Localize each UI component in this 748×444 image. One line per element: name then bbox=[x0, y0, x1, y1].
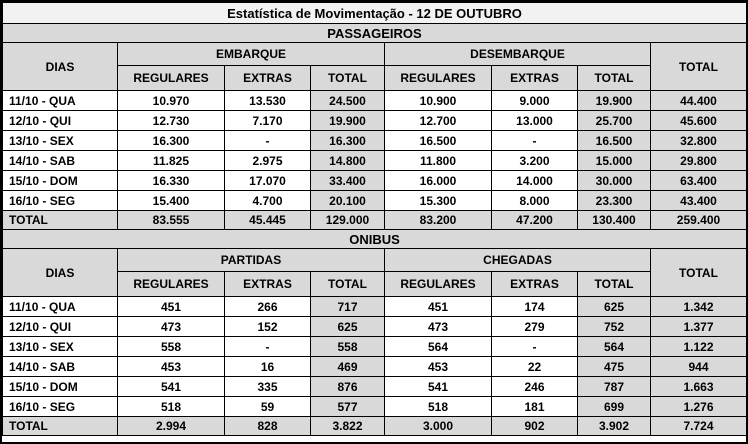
table-cell: 130.400 bbox=[578, 211, 651, 230]
table-cell: 473 bbox=[118, 317, 225, 337]
table-cell: 16.300 bbox=[118, 131, 225, 151]
row-total-cell: 29.800 bbox=[651, 151, 747, 171]
day-label: 12/10 - QUI bbox=[3, 111, 118, 131]
col-header-total: TOTAL bbox=[311, 66, 385, 91]
table-cell: 4.700 bbox=[225, 191, 311, 211]
table-cell: 8.000 bbox=[492, 191, 578, 211]
table-cell: 12.700 bbox=[385, 111, 492, 131]
day-label: 11/10 - QUA bbox=[3, 91, 118, 111]
table-cell: 518 bbox=[385, 397, 492, 417]
table-cell: - bbox=[225, 337, 311, 357]
dias-header: DIAS bbox=[3, 43, 118, 91]
table-cell: 451 bbox=[118, 297, 225, 317]
table-cell: 541 bbox=[118, 377, 225, 397]
table-cell: 16.500 bbox=[385, 131, 492, 151]
embarque-header: EMBARQUE bbox=[118, 43, 385, 66]
section-onibus: ONIBUS bbox=[3, 230, 747, 249]
table-cell: 876 bbox=[311, 377, 385, 397]
chegadas-header: CHEGADAS bbox=[385, 249, 651, 272]
table-cell: 14.000 bbox=[492, 171, 578, 191]
col-header-extras: EXTRAS bbox=[225, 272, 311, 297]
table-cell: 625 bbox=[578, 297, 651, 317]
table-row bbox=[3, 397, 747, 417]
passageiros-rows bbox=[3, 91, 747, 211]
partidas-header: PARTIDAS bbox=[118, 249, 385, 272]
row-total-cell: 43.400 bbox=[651, 191, 747, 211]
table-cell: 625 bbox=[311, 317, 385, 337]
table-cell: 518 bbox=[118, 397, 225, 417]
day-label: 12/10 - QUI bbox=[3, 317, 118, 337]
table-cell: - bbox=[492, 337, 578, 357]
movement-table bbox=[2, 2, 747, 436]
total-row-label: TOTAL bbox=[3, 417, 118, 436]
table-row bbox=[3, 171, 747, 191]
table-cell: 15.300 bbox=[385, 191, 492, 211]
table-cell: - bbox=[492, 131, 578, 151]
table-cell: 174 bbox=[492, 297, 578, 317]
day-label: 14/10 - SAB bbox=[3, 357, 118, 377]
day-label: 13/10 - SEX bbox=[3, 337, 118, 357]
table-cell: 30.000 bbox=[578, 171, 651, 191]
table-row bbox=[3, 297, 747, 317]
row-total-cell: 44.400 bbox=[651, 91, 747, 111]
total-header: TOTAL bbox=[651, 249, 747, 297]
total-header: TOTAL bbox=[651, 43, 747, 91]
table-cell: 266 bbox=[225, 297, 311, 317]
table-cell: 453 bbox=[118, 357, 225, 377]
day-label: 15/10 - DOM bbox=[3, 171, 118, 191]
table-cell: 23.300 bbox=[578, 191, 651, 211]
table-cell: 3.902 bbox=[578, 417, 651, 436]
day-label: 16/10 - SEG bbox=[3, 397, 118, 417]
table-cell: 3.822 bbox=[311, 417, 385, 436]
row-total-cell: 1.342 bbox=[651, 297, 747, 317]
table-cell: 16.330 bbox=[118, 171, 225, 191]
table-row bbox=[3, 377, 747, 397]
table-cell: 47.200 bbox=[492, 211, 578, 230]
day-label: 13/10 - SEX bbox=[3, 131, 118, 151]
table-cell: 902 bbox=[492, 417, 578, 436]
table-cell: 717 bbox=[311, 297, 385, 317]
row-total-cell: 944 bbox=[651, 357, 747, 377]
table-cell: 11.825 bbox=[118, 151, 225, 171]
table-row bbox=[3, 91, 747, 111]
table-cell: 2.994 bbox=[118, 417, 225, 436]
table-cell: 83.555 bbox=[118, 211, 225, 230]
day-label: 14/10 - SAB bbox=[3, 151, 118, 171]
table-cell: 17.070 bbox=[225, 171, 311, 191]
day-label: 11/10 - QUA bbox=[3, 297, 118, 317]
table-row bbox=[3, 111, 747, 131]
table-row bbox=[3, 357, 747, 377]
table-cell: 558 bbox=[118, 337, 225, 357]
row-total-cell: 1.276 bbox=[651, 397, 747, 417]
col-header-total: TOTAL bbox=[311, 272, 385, 297]
table-cell: 19.900 bbox=[311, 111, 385, 131]
row-total-cell: 32.800 bbox=[651, 131, 747, 151]
table-cell: 16 bbox=[225, 357, 311, 377]
table-cell: 15.000 bbox=[578, 151, 651, 171]
table-cell: 83.200 bbox=[385, 211, 492, 230]
table-cell: 45.445 bbox=[225, 211, 311, 230]
col-header-extras: EXTRAS bbox=[492, 272, 578, 297]
table-cell: 473 bbox=[385, 317, 492, 337]
table-cell: 15.400 bbox=[118, 191, 225, 211]
table-cell: 475 bbox=[578, 357, 651, 377]
dias-header: DIAS bbox=[3, 249, 118, 297]
table-cell: 10.900 bbox=[385, 91, 492, 111]
col-header-regulares: REGULARES bbox=[118, 66, 225, 91]
table-cell: 12.730 bbox=[118, 111, 225, 131]
row-total-cell: 1.122 bbox=[651, 337, 747, 357]
row-total-cell: 63.400 bbox=[651, 171, 747, 191]
table-cell: 10.970 bbox=[118, 91, 225, 111]
table-cell: 16.000 bbox=[385, 171, 492, 191]
table-cell: 2.975 bbox=[225, 151, 311, 171]
row-total-cell: 45.600 bbox=[651, 111, 747, 131]
table-cell: 20.100 bbox=[311, 191, 385, 211]
col-header-extras: EXTRAS bbox=[225, 66, 311, 91]
table-cell: 24.500 bbox=[311, 91, 385, 111]
table-cell: 541 bbox=[385, 377, 492, 397]
row-total-cell: 1.663 bbox=[651, 377, 747, 397]
table-cell: 469 bbox=[311, 357, 385, 377]
table-cell: 19.900 bbox=[578, 91, 651, 111]
table-cell: 16.500 bbox=[578, 131, 651, 151]
table-cell: 7.170 bbox=[225, 111, 311, 131]
table-cell: 11.800 bbox=[385, 151, 492, 171]
table-cell: 451 bbox=[385, 297, 492, 317]
table-cell: 181 bbox=[492, 397, 578, 417]
col-header-regulares: REGULARES bbox=[118, 272, 225, 297]
table-row bbox=[3, 191, 747, 211]
table-cell: 16.300 bbox=[311, 131, 385, 151]
table-cell: 453 bbox=[385, 357, 492, 377]
table-cell: 787 bbox=[578, 377, 651, 397]
table-cell: 13.000 bbox=[492, 111, 578, 131]
table-cell: 152 bbox=[225, 317, 311, 337]
table-cell: 279 bbox=[492, 317, 578, 337]
row-total-cell: 1.377 bbox=[651, 317, 747, 337]
table-cell: 259.400 bbox=[651, 211, 747, 230]
table-cell: 335 bbox=[225, 377, 311, 397]
table-cell: 33.400 bbox=[311, 171, 385, 191]
table-cell: 3.200 bbox=[492, 151, 578, 171]
table-cell: - bbox=[225, 131, 311, 151]
table-cell: 699 bbox=[578, 397, 651, 417]
table-row bbox=[3, 131, 747, 151]
table-cell: 3.000 bbox=[385, 417, 492, 436]
day-label: 16/10 - SEG bbox=[3, 191, 118, 211]
table-cell: 752 bbox=[578, 317, 651, 337]
total-row-label: TOTAL bbox=[3, 211, 118, 230]
col-header-total: TOTAL bbox=[578, 272, 651, 297]
table-row bbox=[3, 151, 747, 171]
table-cell: 25.700 bbox=[578, 111, 651, 131]
table-cell: 246 bbox=[492, 377, 578, 397]
table-cell: 7.724 bbox=[651, 417, 747, 436]
desembarque-header: DESEMBARQUE bbox=[385, 43, 651, 66]
onibus-rows bbox=[3, 297, 747, 417]
page-title: Estatística de Movimentação - 12 DE OUTUBRO bbox=[3, 3, 747, 24]
table-row bbox=[3, 337, 747, 357]
col-header-extras: EXTRAS bbox=[492, 66, 578, 91]
table-cell: 828 bbox=[225, 417, 311, 436]
table-cell: 129.000 bbox=[311, 211, 385, 230]
table-cell: 577 bbox=[311, 397, 385, 417]
day-label: 15/10 - DOM bbox=[3, 377, 118, 397]
table-cell: 564 bbox=[385, 337, 492, 357]
table-row bbox=[3, 317, 747, 337]
col-header-regulares: REGULARES bbox=[385, 66, 492, 91]
table-cell: 564 bbox=[578, 337, 651, 357]
table-cell: 13.530 bbox=[225, 91, 311, 111]
table-cell: 9.000 bbox=[492, 91, 578, 111]
table-cell: 14.800 bbox=[311, 151, 385, 171]
table-cell: 558 bbox=[311, 337, 385, 357]
table-cell: 59 bbox=[225, 397, 311, 417]
col-header-total: TOTAL bbox=[578, 66, 651, 91]
table-cell: 22 bbox=[492, 357, 578, 377]
col-header-regulares: REGULARES bbox=[385, 272, 492, 297]
section-passageiros: PASSAGEIROS bbox=[3, 24, 747, 43]
